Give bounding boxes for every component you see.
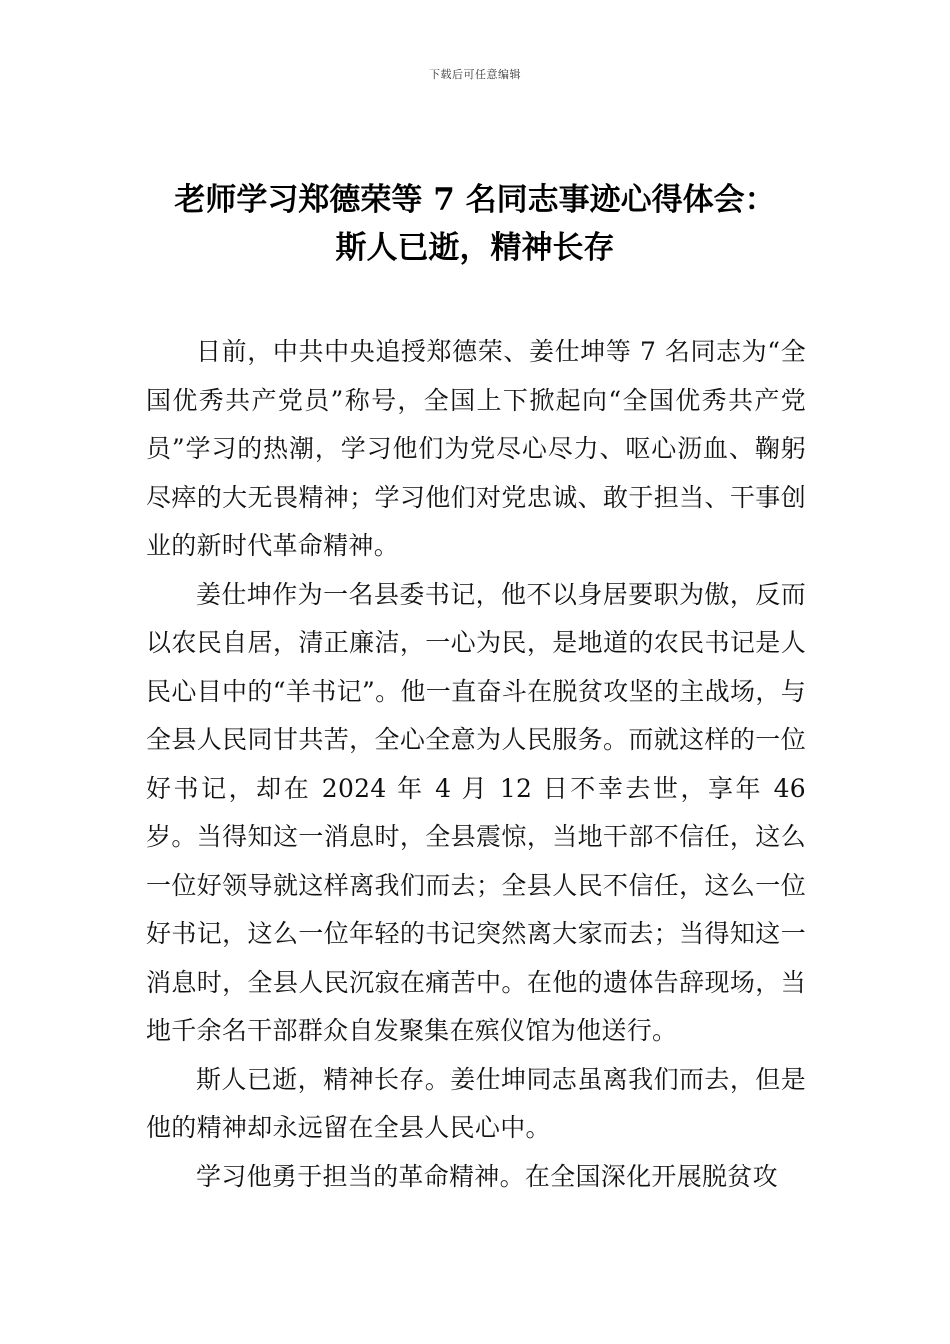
- document-title: [100, 176, 850, 272]
- title-line-2: 斯人已逝，精神长存: [335, 230, 615, 266]
- page-header-note: 下载后可任意编辑: [429, 68, 521, 81]
- paragraph-4: 学习他勇于担当的革命精神。在全国深化开展脱贫攻: [196, 1161, 778, 1191]
- title-line-1: 老师学习郑德荣等 7 名同志事迹心得体会：: [174, 182, 776, 218]
- paragraph-3: 斯人已逝，精神长存。姜仕坤同志虽离我们而去，但是他的精神却永远留在全县人民心中。: [146, 1064, 806, 1142]
- paragraph-1: 日前，中共中央追授郑德荣、姜仕坤等 7 名同志为“全国优秀共产党员”称号，全国上下掀起向“全国优秀共产党员”学习的热潮，学习他们为党尽心尽力、呕心沥血、鞠躬尽瘁的大无畏精神；学习他们对党忠诚、敢于担当、干事创业的新时代革命精神。: [146, 337, 806, 560]
- paragraph-2: 姜仕坤作为一名县委书记，他不以身居要职为傲，反而以农民自居，清正廉洁，一心为民，是地道的农民书记是人民心目中的“羊书记”。他一直奋斗在脱贫攻坚的主战场，与全县人民同甘共苦，全心全意为人民服务。而就这样的一位好书记，却在 2024 年 4 月 12 日不幸去世，享年 46 岁。当得知这一消息时，全县震惊，当地干部不信任，这么一位好领导就这样离我们而去；全县人民不信任，这么一位好书记，这么一位年轻的书记突然离大家而去；当得知这一消息时，全县人民沉寂在痛苦中。在他的遗体告辞现场，当地千余名干部群众自发聚集在殡仪馆为他送行。: [146, 579, 806, 1045]
- document-body: [146, 328, 806, 1201]
